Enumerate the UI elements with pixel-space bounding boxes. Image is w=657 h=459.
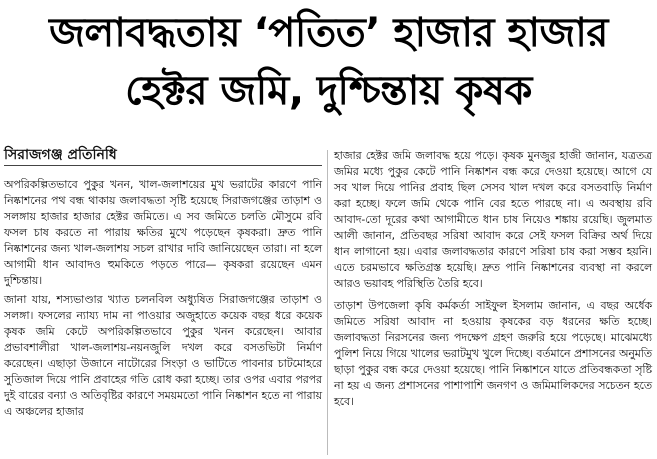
- byline: সিরাজগঞ্জ প্রতিনিধি: [4, 147, 117, 163]
- body-paragraph: হাজার হেক্টর জমি জলাবদ্ধ হয়ে পড়ে। কৃষক মুনজুর হাজী জানান, যত্রতত্র জমির মধ্যে পুকুর কেটে পানি নিষ্কাশন বন্ধ করে দেওয়া হয়েছে। আগে যে সব খাল দিয়ে পানির প্রবাহ ছিল সেসব খাল দখল করে বসতবাড়ি নির্মাণ করা হচ্ছে। ফলে জমি থেকে পানি বের হতে পারছে না। এ অবস্থায় রবি আবাদ-তো দূরের কথা আগামীতে ধান চাষ নিয়েও শঙ্কায় রয়েছি। জুলমাত আলী জানান, প্রতিবছর সরিষা আবাদ করে সেই ফসল বিক্রির অর্থ দিয়ে ধান লাগানো হয়। এবার জলাবদ্ধতার কারণে সরিষা চাষ করা সম্ভব হয়নি। এতে চরমভাবে ক্ষতিগ্রস্ত হয়েছি। দ্রুত পানি নিষ্কাশনের ব্যবস্থা না করলে আরও ভয়াবহ পরিস্থিতি তৈরি হবে।: [334, 149, 652, 290]
- body-paragraph: জানা যায়, শস্যভাণ্ডার খ্যাত চলনবিল অধ্যুষিত সিরাজগঞ্জের তাড়াশ ও সলঙ্গা। ফসলের ন্যায্য দাম না পাওয়ার অজুহাতে কয়েক বছর ধরে কয়েক কৃষক জমি কেটে অপরিকল্পিতভাবে পুকুর খনন করেছেন। আবার প্রভাবশালীরা খাল-জলাশয়-নয়নজুলি দখল করে বসতভিটা নির্মাণ করেছেন। এছাড়া উজানে নাটোরের সিংড়া ও ভাটিতে পাবনার চাটমোহরে সুতিজাল দিয়ে পানি প্রবাহের গতি রোধ করা হচ্ছে। তার ওপর এবার পরপর দুই বারের বন্যা ও অতিবৃষ্টির কারণে সময়মতো পানি নিষ্কাশন হতে না পারায় এ অঞ্চলের হাজার: [4, 293, 322, 418]
- column-divider: [327, 150, 328, 455]
- headline: [0, 4, 657, 120]
- body-paragraph: অপরিকল্পিতভাবে পুকুর খনন, খাল-জলাশয়ের মুখ ভরাটের কারণে পানি নিষ্কাশনের পথ বন্ধ থাকায় জলাবদ্ধতা সৃষ্টি হয়েছে সিরাজগঞ্জের তাড়াশ ও সলঙ্গায় হাজার হাজার হেক্টর জমিতে। এ সব জমিতে চলতি মৌসুমে রবি ফসল চাষ করতে না পারায় ক্ষতির মুখে পড়েছেন কৃষকরা। দ্রুত পানি নিষ্কাশনের জন্য খাল-জলাশয় সচল রাখার দাবি জানিয়েছেন তারা। না হলে আগামী ধান আবাদও হুমকিতে পড়তে পারে— কৃষকরা রয়েছেন এমন দুশ্চিন্তায়।: [4, 178, 322, 287]
- article-column-right: [334, 148, 652, 413]
- body-paragraph: তাড়াশ উপজেলা কৃষি কর্মকর্তা সাইফুল ইসলাম জানান, এ বছর অর্ধেক জমিতে সরিষা আবাদ না হওয়ায় কৃষকের বড় ধরনের ক্ষতি হচ্ছে। জলাবদ্ধতা নিরসনের জন্য পদক্ষেপ গ্রহণ জরুরি হয়ে পড়েছে। মাঝেমধ্যে পুলিশ নিয়ে গিয়ে খালের ভরাটমুখ খুলে দিচ্ছে। বর্তমানে প্রশাসনের অনুমতি ছাড়া পুকুর বন্ধ করে দেওয়া হয়েছে। পানি নিষ্কাশনে যাতে প্রতিবন্ধকতা সৃষ্টি না হয় এ জন্য প্রশাসনের পাশাপাশি জনগণ ও জমিমালিকদের সচেতন হতে হবে।: [334, 299, 652, 408]
- article-column-left: [4, 177, 322, 423]
- byline-block: [4, 146, 322, 166]
- headline-line-2: হেক্টর জমি, দুশ্চিন্তায় কৃষক: [125, 68, 532, 114]
- byline-rule: [4, 165, 322, 166]
- headline-line-1: জলাবদ্ধতায় ‘পতিত’ হাজার হাজার: [49, 10, 608, 56]
